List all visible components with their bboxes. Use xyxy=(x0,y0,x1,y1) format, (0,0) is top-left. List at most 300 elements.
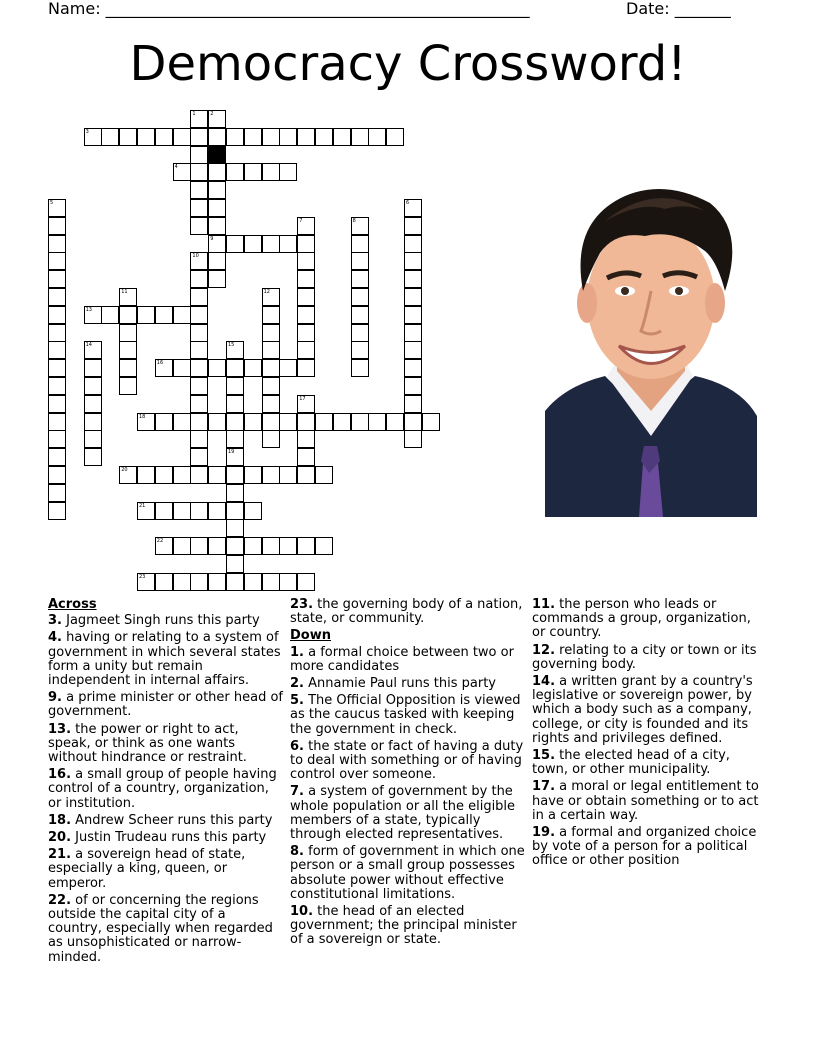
clue-number: 6 xyxy=(406,200,410,206)
clue-item-text: the state or fact of having a duty to deal with something or of having control over someone. xyxy=(290,738,524,783)
grid-cell[interactable] xyxy=(226,502,244,520)
clue-item xyxy=(290,845,525,902)
clue-number: 2 xyxy=(210,111,214,117)
clue-item-text: the head of an elected government; the principal minister of a sovereign or state. xyxy=(290,904,517,948)
grid-cell[interactable] xyxy=(351,359,369,377)
grid-cell[interactable] xyxy=(119,377,137,395)
grid-cell[interactable] xyxy=(84,306,102,324)
clue-item xyxy=(290,646,525,674)
grid-cell[interactable] xyxy=(386,413,404,431)
grid-cell[interactable] xyxy=(244,413,262,431)
grid-cell[interactable] xyxy=(208,359,226,377)
grid-cell[interactable] xyxy=(190,466,208,484)
clue-item-number: 16. xyxy=(48,767,72,783)
right-clues-column xyxy=(532,598,767,872)
grid-cell[interactable] xyxy=(208,217,226,235)
grid-cell[interactable] xyxy=(404,217,422,235)
grid-cell[interactable] xyxy=(101,306,119,324)
clue-item-number: 17. xyxy=(532,779,556,795)
grid-cell[interactable] xyxy=(190,377,208,395)
clue-item xyxy=(532,675,767,746)
grid-cell[interactable] xyxy=(101,128,119,146)
grid-cell[interactable] xyxy=(404,199,422,217)
grid-cell[interactable] xyxy=(297,466,315,484)
down-clue-list xyxy=(290,646,525,948)
grid-cell[interactable] xyxy=(262,341,280,359)
clue-item-text: a system of government by the whole population or all the eligible members of a state, typically through elected representatives. xyxy=(290,784,516,843)
grid-cell[interactable] xyxy=(119,306,137,324)
middle-clues-column xyxy=(290,598,525,951)
clue-number: 11 xyxy=(121,289,128,295)
grid-cell[interactable] xyxy=(208,128,226,146)
grid-cell[interactable] xyxy=(315,413,333,431)
clue-item-number: 11. xyxy=(532,597,556,612)
grid-cell[interactable] xyxy=(422,413,440,431)
grid-cell[interactable] xyxy=(48,324,66,342)
grid-black-cell xyxy=(208,146,226,164)
clue-item xyxy=(290,694,525,737)
grid-cell[interactable] xyxy=(208,502,226,520)
clue-item-number: 7. xyxy=(290,784,304,800)
grid-cell[interactable] xyxy=(190,288,208,306)
clue-item-number: 2. xyxy=(290,676,304,692)
clue-item-number: 3. xyxy=(48,613,62,629)
grid-cell[interactable] xyxy=(208,110,226,128)
grid-cell[interactable] xyxy=(297,252,315,270)
grid-cell[interactable] xyxy=(208,252,226,270)
grid-cell[interactable] xyxy=(208,199,226,217)
grid-cell[interactable] xyxy=(404,341,422,359)
grid-cell[interactable] xyxy=(244,466,262,484)
grid-cell[interactable] xyxy=(119,288,137,306)
grid-cell[interactable] xyxy=(48,341,66,359)
grid-cell[interactable] xyxy=(190,573,208,591)
grid-cell[interactable] xyxy=(262,537,280,555)
down-heading: Down xyxy=(290,628,331,644)
grid-cell[interactable] xyxy=(48,430,66,448)
grid-cell[interactable] xyxy=(297,306,315,324)
clue-item-text: Jagmeet Singh runs this party xyxy=(61,613,260,629)
grid-cell[interactable] xyxy=(48,217,66,235)
grid-cell[interactable] xyxy=(262,466,280,484)
grid-cell[interactable] xyxy=(173,128,191,146)
grid-cell[interactable] xyxy=(226,484,244,502)
grid-cell[interactable] xyxy=(404,377,422,395)
grid-cell[interactable] xyxy=(119,466,137,484)
grid-cell[interactable] xyxy=(48,235,66,253)
politician-portrait-image xyxy=(545,181,757,517)
down-clue-list-continued xyxy=(532,598,767,869)
across-heading: Across xyxy=(48,597,97,612)
clue-item-number: 14. xyxy=(532,674,556,690)
grid-cell[interactable] xyxy=(404,252,422,270)
clue-item-number: 9. xyxy=(48,690,62,706)
clue-item-text: relating to a city or town or its governing body. xyxy=(532,642,757,672)
grid-cell[interactable] xyxy=(244,573,262,591)
clue-item-number: 18. xyxy=(48,812,72,828)
grid-cell[interactable] xyxy=(48,270,66,288)
grid-cell[interactable] xyxy=(173,466,191,484)
clue-item-text: The Official Opposition is viewed as the caucus tasked with keeping the government in check. xyxy=(290,693,521,737)
clue-item-text: a small group of people having control of a country, organization, or institution. xyxy=(48,767,277,811)
grid-cell[interactable] xyxy=(262,377,280,395)
grid-cell[interactable] xyxy=(137,413,155,431)
clue-item-number: 20. xyxy=(48,830,72,846)
clue-item xyxy=(48,848,283,891)
grid-cell[interactable] xyxy=(190,181,208,199)
grid-cell[interactable] xyxy=(173,359,191,377)
clue-item xyxy=(48,631,283,688)
grid-cell[interactable] xyxy=(190,324,208,342)
grid-cell[interactable] xyxy=(226,448,244,466)
grid-cell[interactable] xyxy=(226,413,244,431)
grid-cell[interactable] xyxy=(262,395,280,413)
clue-item-number: 1. xyxy=(290,644,304,660)
grid-cell[interactable] xyxy=(190,430,208,448)
grid-cell[interactable] xyxy=(48,377,66,395)
grid-cell[interactable] xyxy=(351,288,369,306)
grid-cell[interactable] xyxy=(155,502,173,520)
grid-cell[interactable] xyxy=(155,359,173,377)
clue-item xyxy=(48,691,283,719)
grid-cell[interactable] xyxy=(351,217,369,235)
grid-cell[interactable] xyxy=(351,341,369,359)
grid-cell[interactable] xyxy=(84,448,102,466)
grid-cell[interactable] xyxy=(208,181,226,199)
clue-item xyxy=(48,814,283,828)
clue-number: 16 xyxy=(156,360,164,367)
grid-cell[interactable] xyxy=(351,413,369,431)
grid-cell[interactable] xyxy=(279,537,297,555)
clue-item xyxy=(532,826,767,869)
grid-cell[interactable] xyxy=(48,466,66,484)
grid-cell[interactable] xyxy=(84,128,102,146)
grid-cell[interactable] xyxy=(297,217,315,235)
grid-cell[interactable] xyxy=(351,235,369,253)
grid-cell[interactable] xyxy=(208,466,226,484)
clue-item-number: 12. xyxy=(532,642,556,658)
clue-item-text: form of government in which one person or a small group possesses absolute power without effective constitutional limitations. xyxy=(290,844,525,902)
clue-item xyxy=(48,723,283,766)
clue-number: 19 xyxy=(228,449,235,456)
clue-number: 13 xyxy=(85,306,92,313)
grid-cell[interactable] xyxy=(297,288,315,306)
clue-item-text: the power or right to act, speak, or think as one wants without hindrance or restraint. xyxy=(48,721,247,766)
grid-cell[interactable] xyxy=(226,395,244,413)
grid-cell[interactable] xyxy=(244,235,262,253)
grid-cell[interactable] xyxy=(137,502,155,520)
clue-item-text: a formal choice between two or more candidates xyxy=(290,644,514,674)
grid-cell[interactable] xyxy=(48,395,66,413)
grid-cell[interactable] xyxy=(333,128,351,146)
clue-item xyxy=(290,677,525,691)
clue-number: 14 xyxy=(85,342,92,349)
grid-cell[interactable] xyxy=(226,163,244,181)
grid-cell[interactable] xyxy=(48,288,66,306)
grid-cell[interactable] xyxy=(333,413,351,431)
clue-item-text: the governing body of a nation, state, or community. xyxy=(290,597,523,627)
grid-cell[interactable] xyxy=(262,430,280,448)
clue-item xyxy=(48,831,283,845)
grid-cell[interactable] xyxy=(48,502,66,520)
grid-cell[interactable] xyxy=(84,359,102,377)
grid-cell[interactable] xyxy=(190,199,208,217)
clue-item-number: 10. xyxy=(290,904,314,920)
grid-cell[interactable] xyxy=(297,128,315,146)
grid-cell[interactable] xyxy=(190,128,208,146)
grid-cell[interactable] xyxy=(137,466,155,484)
grid-cell[interactable] xyxy=(173,502,191,520)
grid-cell[interactable] xyxy=(226,377,244,395)
grid-cell[interactable] xyxy=(208,413,226,431)
grid-cell[interactable] xyxy=(155,466,173,484)
grid-cell[interactable] xyxy=(226,341,244,359)
grid-cell[interactable] xyxy=(262,128,280,146)
grid-cell[interactable] xyxy=(297,430,315,448)
grid-cell[interactable] xyxy=(279,573,297,591)
clue-item xyxy=(290,740,525,783)
clue-item xyxy=(532,780,767,823)
clue-item xyxy=(48,614,283,628)
clue-item xyxy=(48,768,283,811)
grid-cell[interactable] xyxy=(351,128,369,146)
grid-cell[interactable] xyxy=(244,537,262,555)
grid-cell[interactable] xyxy=(155,537,173,555)
grid-cell[interactable] xyxy=(262,235,280,253)
clue-item xyxy=(290,785,525,842)
grid-cell[interactable] xyxy=(262,573,280,591)
grid-cell[interactable] xyxy=(155,573,173,591)
grid-cell[interactable] xyxy=(279,413,297,431)
clue-number: 12 xyxy=(263,289,270,295)
grid-cell[interactable] xyxy=(244,359,262,377)
clue-item xyxy=(532,644,767,672)
grid-cell[interactable] xyxy=(279,466,297,484)
clue-item xyxy=(532,598,767,641)
grid-cell[interactable] xyxy=(190,163,208,181)
clue-item-number: 8. xyxy=(290,844,304,860)
grid-cell[interactable] xyxy=(84,430,102,448)
grid-cell[interactable] xyxy=(208,235,226,253)
grid-cell[interactable] xyxy=(404,324,422,342)
grid-cell[interactable] xyxy=(297,537,315,555)
grid-cell[interactable] xyxy=(226,555,244,573)
clue-item-text: a formal and organized choice by vote of a person for a political office or other position xyxy=(532,825,757,869)
grid-cell[interactable] xyxy=(119,324,137,342)
grid-cell[interactable] xyxy=(297,448,315,466)
grid-cell[interactable] xyxy=(262,324,280,342)
grid-cell[interactable] xyxy=(244,502,262,520)
clue-item-text: Andrew Scheer runs this party xyxy=(71,812,273,828)
grid-cell[interactable] xyxy=(190,502,208,520)
grid-cell[interactable] xyxy=(84,377,102,395)
grid-cell[interactable] xyxy=(173,163,191,181)
grid-cell[interactable] xyxy=(48,448,66,466)
clue-item-text: the person who leads or commands a group, organization, or country. xyxy=(532,597,751,641)
clue-number: 5 xyxy=(50,200,54,206)
grid-cell[interactable] xyxy=(279,235,297,253)
clue-item-text: the elected head of a city, town, or other municipality. xyxy=(532,748,730,778)
grid-cell[interactable] xyxy=(190,341,208,359)
clue-number: 18 xyxy=(139,413,146,420)
grid-cell[interactable] xyxy=(190,146,208,164)
clue-item-number: 6. xyxy=(290,738,304,754)
grid-cell[interactable] xyxy=(119,341,137,359)
page-title: Democracy Crossword! xyxy=(129,36,687,92)
clue-item-number: 19. xyxy=(532,825,556,841)
grid-cell[interactable] xyxy=(297,324,315,342)
grid-cell[interactable] xyxy=(297,413,315,431)
grid-cell[interactable] xyxy=(173,413,191,431)
grid-cell[interactable] xyxy=(297,395,315,413)
grid-cell[interactable] xyxy=(226,430,244,448)
grid-cell[interactable] xyxy=(137,573,155,591)
grid-cell[interactable] xyxy=(190,448,208,466)
clue-number: 3 xyxy=(85,128,89,135)
clue-number: 22 xyxy=(156,538,164,545)
clue-item-number: 5. xyxy=(290,693,304,709)
clue-number: 15 xyxy=(228,342,235,349)
grid-cell[interactable] xyxy=(262,359,280,377)
grid-cell[interactable] xyxy=(351,324,369,342)
grid-cell[interactable] xyxy=(208,270,226,288)
grid-cell[interactable] xyxy=(190,217,208,235)
grid-cell[interactable] xyxy=(297,235,315,253)
grid-cell[interactable] xyxy=(262,163,280,181)
grid-cell[interactable] xyxy=(173,306,191,324)
grid-cell[interactable] xyxy=(190,537,208,555)
grid-cell[interactable] xyxy=(386,128,404,146)
grid-cell[interactable] xyxy=(404,235,422,253)
grid-cell[interactable] xyxy=(262,413,280,431)
grid-cell[interactable] xyxy=(48,413,66,431)
grid-cell[interactable] xyxy=(404,270,422,288)
grid-cell[interactable] xyxy=(48,252,66,270)
clue-number: 9 xyxy=(210,235,214,242)
grid-cell[interactable] xyxy=(297,341,315,359)
grid-cell[interactable] xyxy=(404,288,422,306)
clue-item-number: 23. xyxy=(290,597,314,612)
grid-cell[interactable] xyxy=(315,537,333,555)
clue-item xyxy=(290,598,525,626)
grid-cell[interactable] xyxy=(404,430,422,448)
grid-cell[interactable] xyxy=(226,235,244,253)
clue-number: 20 xyxy=(121,467,128,473)
grid-cell[interactable] xyxy=(155,128,173,146)
grid-cell[interactable] xyxy=(279,359,297,377)
grid-cell[interactable] xyxy=(404,413,422,431)
clue-number: 21 xyxy=(139,502,146,509)
grid-cell[interactable] xyxy=(226,466,244,484)
clue-item-number: 21. xyxy=(48,847,72,863)
grid-cell[interactable] xyxy=(190,359,208,377)
grid-cell[interactable] xyxy=(190,252,208,270)
grid-cell[interactable] xyxy=(190,110,208,128)
clue-item-text: Justin Trudeau runs this party xyxy=(71,830,267,846)
grid-cell[interactable] xyxy=(84,413,102,431)
grid-cell[interactable] xyxy=(48,306,66,324)
clue-item-text: a prime minister or other head of government. xyxy=(48,690,284,720)
clue-number: 7 xyxy=(299,217,303,224)
clue-item-number: 22. xyxy=(48,892,72,908)
grid-cell[interactable] xyxy=(84,341,102,359)
grid-cell[interactable] xyxy=(119,128,137,146)
grid-cell[interactable] xyxy=(351,252,369,270)
grid-cell[interactable] xyxy=(208,537,226,555)
clue-item-number: 13. xyxy=(48,721,72,737)
clue-item-number: 15. xyxy=(532,748,556,764)
grid-cell[interactable] xyxy=(262,288,280,306)
grid-cell[interactable] xyxy=(404,359,422,377)
grid-cell[interactable] xyxy=(173,573,191,591)
grid-cell[interactable] xyxy=(297,573,315,591)
clue-item xyxy=(290,905,525,948)
grid-cell[interactable] xyxy=(226,128,244,146)
grid-cell[interactable] xyxy=(244,163,262,181)
grid-cell[interactable] xyxy=(226,359,244,377)
grid-cell[interactable] xyxy=(226,519,244,537)
grid-cell[interactable] xyxy=(137,306,155,324)
grid-cell[interactable] xyxy=(208,163,226,181)
grid-cell[interactable] xyxy=(368,413,386,431)
grid-cell[interactable] xyxy=(155,413,173,431)
grid-cell[interactable] xyxy=(190,306,208,324)
across-clue-list-continued xyxy=(290,598,525,626)
grid-cell[interactable] xyxy=(48,359,66,377)
grid-cell[interactable] xyxy=(208,573,226,591)
grid-cell[interactable] xyxy=(173,537,191,555)
grid-cell[interactable] xyxy=(297,359,315,377)
grid-cell[interactable] xyxy=(279,128,297,146)
grid-cell[interactable] xyxy=(351,270,369,288)
grid-cell[interactable] xyxy=(262,306,280,324)
across-clue-list xyxy=(48,614,283,965)
grid-cell[interactable] xyxy=(137,128,155,146)
clue-item-text: a moral or legal entitlement to have or obtain something or to act in a certain way. xyxy=(532,779,759,823)
clue-item-text: a written grant by a country's legislative or sovereign power, by which a body such as a company, college, or city is founded and its rights and privileges defined. xyxy=(532,674,753,746)
clue-number: 4 xyxy=(174,164,178,171)
grid-cell[interactable] xyxy=(190,270,208,288)
grid-cell[interactable] xyxy=(190,395,208,413)
grid-cell[interactable] xyxy=(190,413,208,431)
across-clues-column xyxy=(48,598,283,968)
grid-cell[interactable] xyxy=(315,128,333,146)
date-line[interactable]: Date: _______ xyxy=(626,0,731,18)
grid-cell[interactable] xyxy=(48,484,66,502)
grid-cell[interactable] xyxy=(119,359,137,377)
grid-cell[interactable] xyxy=(297,270,315,288)
clue-item-text: Annamie Paul runs this party xyxy=(303,676,497,692)
grid-cell[interactable] xyxy=(368,128,386,146)
grid-cell[interactable] xyxy=(404,395,422,413)
grid-cell[interactable] xyxy=(84,395,102,413)
grid-cell[interactable] xyxy=(226,573,244,591)
clue-number: 8 xyxy=(352,217,356,224)
grid-cell[interactable] xyxy=(351,306,369,324)
clue-item-text: a sovereign head of state, especially a king, queen, or emperor. xyxy=(48,847,246,891)
clue-item-text: having or relating to a system of government in which several states form a unity but remain independent in internal affairs. xyxy=(48,630,281,689)
grid-cell[interactable] xyxy=(155,306,173,324)
clue-item xyxy=(48,894,283,965)
grid-cell[interactable] xyxy=(244,128,262,146)
grid-cell[interactable] xyxy=(279,163,297,181)
clue-number: 10 xyxy=(192,253,199,260)
grid-cell[interactable] xyxy=(404,306,422,324)
grid-cell[interactable] xyxy=(48,199,66,217)
grid-cell[interactable] xyxy=(315,466,333,484)
name-line[interactable]: Name: _____________________________________________________ xyxy=(48,0,530,18)
grid-cell[interactable] xyxy=(226,537,244,555)
